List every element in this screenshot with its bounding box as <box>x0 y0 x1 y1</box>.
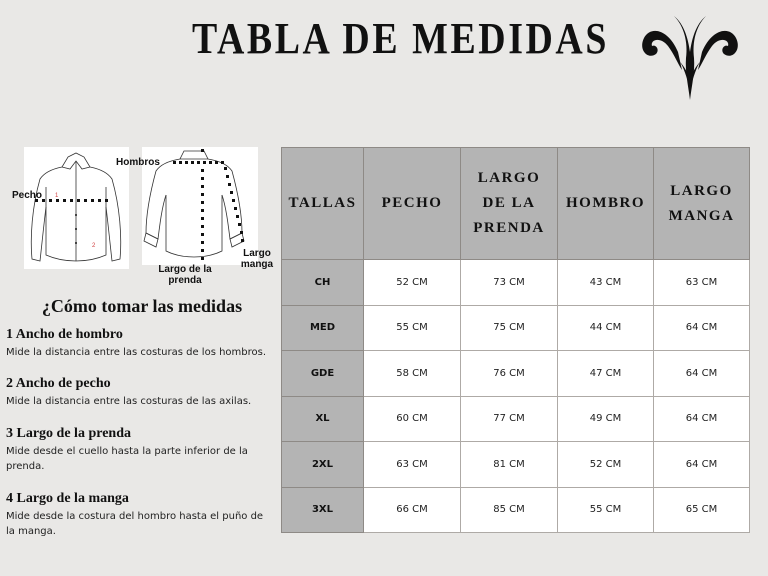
ram-horns-logo-icon <box>638 12 742 104</box>
step-heading: 3 Largo de la prenda <box>6 426 131 441</box>
manga-cell: 64 CM <box>654 396 750 442</box>
step-heading: 1 Ancho de hombro <box>6 327 123 342</box>
table-row <box>282 442 750 488</box>
largo-cell: 73 CM <box>461 260 558 306</box>
instruction-step-2 <box>6 375 268 410</box>
header-line: LARGO <box>670 182 733 199</box>
header-largo-manga <box>654 148 750 260</box>
largo-cell: 76 CM <box>461 351 558 397</box>
instruction-step-4 <box>6 490 268 539</box>
page-title: TABLA DE MEDIDAS <box>192 14 609 63</box>
label-largo-manga-line1: Largo <box>243 248 271 259</box>
label-largo-manga <box>238 248 276 270</box>
label-largo-prenda <box>156 264 214 286</box>
largo-cell: 85 CM <box>461 487 558 533</box>
largo-cell: 77 CM <box>461 396 558 442</box>
header-line: PRENDA <box>473 220 545 236</box>
table-row <box>282 305 750 351</box>
hombro-cell: 49 CM <box>558 396 654 442</box>
label-largo-manga-line2: manga <box>240 259 274 270</box>
manga-cell: 65 CM <box>654 487 750 533</box>
marker-2: 2 <box>92 243 96 249</box>
pecho-cell: 52 CM <box>364 260 461 306</box>
shirt-front-icon <box>24 147 129 269</box>
pecho-cell: 55 CM <box>364 305 461 351</box>
header-line: LARGO <box>477 170 541 186</box>
table-header-row <box>282 148 750 260</box>
pecho-cell: 60 CM <box>364 396 461 442</box>
pecho-cell: 66 CM <box>364 487 461 533</box>
instruction-step-3 <box>6 425 268 474</box>
hombro-cell: 44 CM <box>558 305 654 351</box>
header-pecho: PECHO <box>364 148 461 260</box>
hombro-cell: 43 CM <box>558 260 654 306</box>
manga-cell: 64 CM <box>654 305 750 351</box>
header-tallas: TALLAS <box>282 148 364 260</box>
size-cell: GDE <box>282 351 364 397</box>
table-row <box>282 260 750 306</box>
step-heading: 2 Ancho de pecho <box>6 376 111 391</box>
step-text: Mide la distancia entre las costuras de los hombros. <box>6 347 267 358</box>
size-cell: 3XL <box>282 487 364 533</box>
label-hombros: Hombros <box>116 157 160 168</box>
manga-cell: 64 CM <box>654 442 750 488</box>
step-text: Mide desde el cuello hasta la parte inferior de la prenda. <box>6 446 248 472</box>
largo-cell: 75 CM <box>461 305 558 351</box>
pecho-cell: 63 CM <box>364 442 461 488</box>
header-line: MANGA <box>668 207 735 224</box>
manga-cell: 63 CM <box>654 260 750 306</box>
shirt-front-diagram <box>24 147 129 269</box>
step-text: Mide desde la costura del hombro hasta el puño de la manga. <box>6 511 264 537</box>
step-heading: 4 Largo de la manga <box>6 491 129 506</box>
pecho-cell: 58 CM <box>364 351 461 397</box>
label-largo-prenda-line1: Largo de la <box>158 264 212 275</box>
manga-cell: 64 CM <box>654 351 750 397</box>
size-cell: MED <box>282 305 364 351</box>
hombro-cell: 47 CM <box>558 351 654 397</box>
header-line: DE LA <box>482 195 536 211</box>
size-cell: XL <box>282 396 364 442</box>
instructions-title: ¿Cómo tomar las medidas <box>41 296 243 316</box>
label-pecho: Pecho <box>12 190 43 201</box>
size-cell: CH <box>282 260 364 306</box>
header-hombro: HOMBRO <box>558 148 654 260</box>
hombro-cell: 55 CM <box>558 487 654 533</box>
marker-1: 1 <box>55 193 59 199</box>
size-cell: 2XL <box>282 442 364 488</box>
table-row <box>282 487 750 533</box>
table-row <box>282 396 750 442</box>
table-row <box>282 351 750 397</box>
hombro-cell: 52 CM <box>558 442 654 488</box>
size-table <box>281 147 750 533</box>
step-text: Mide la distancia entre las costuras de las axilas. <box>6 396 252 407</box>
instruction-step-1 <box>6 326 268 361</box>
label-largo-prenda-line2: prenda <box>168 275 202 286</box>
largo-cell: 81 CM <box>461 442 558 488</box>
header-largo-prenda <box>461 148 558 260</box>
